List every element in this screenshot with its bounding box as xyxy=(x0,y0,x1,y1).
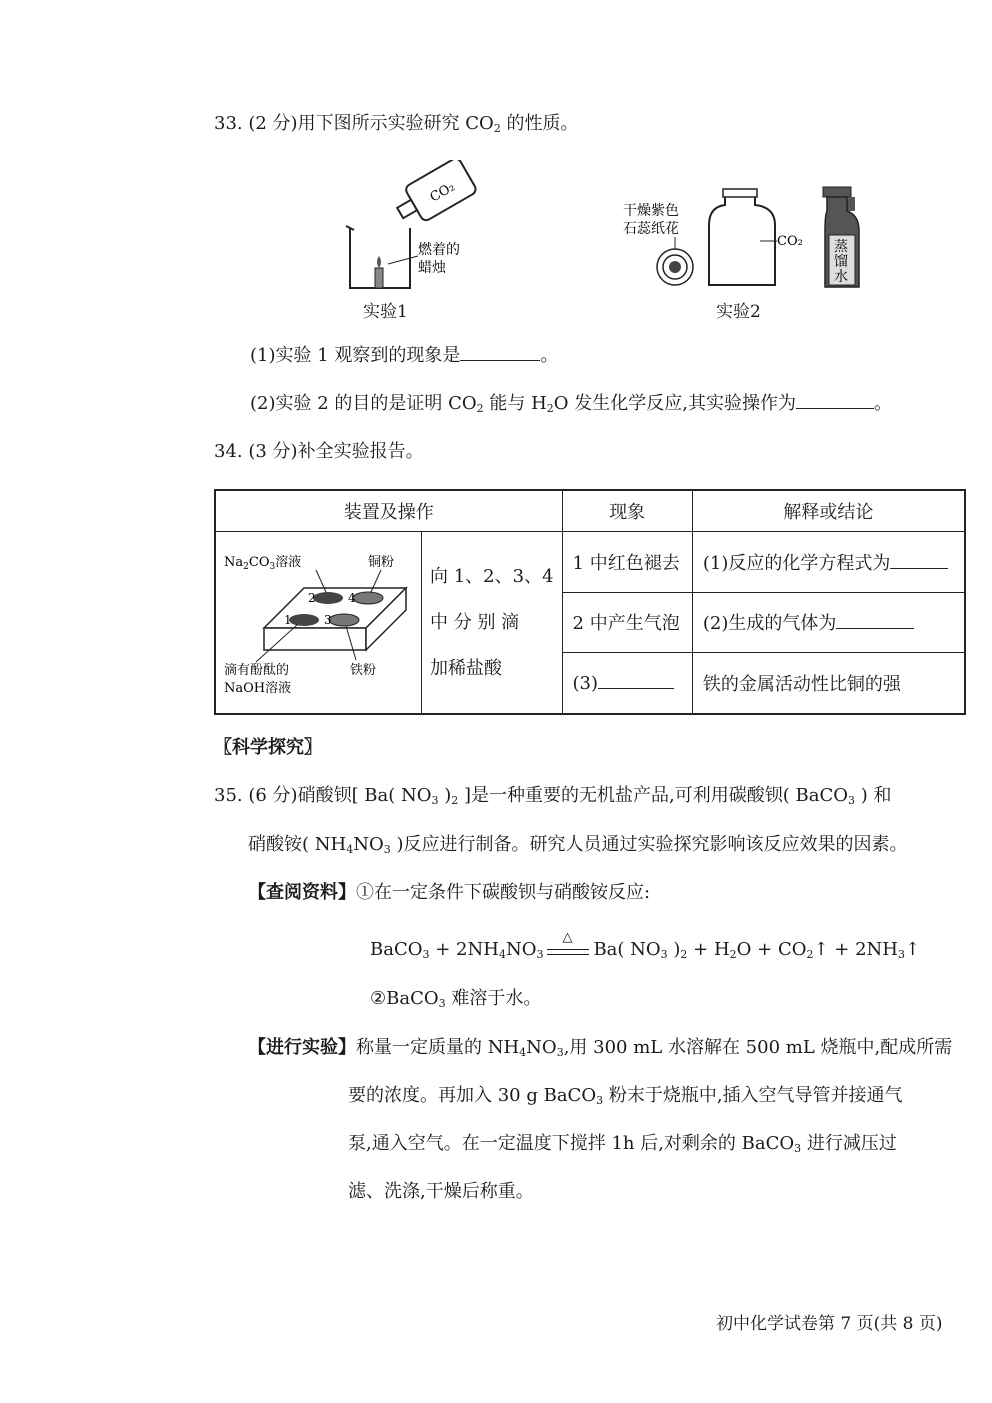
q35-info-2: ②BaCO$_3$ 难溶于水。 xyxy=(370,988,542,1010)
q35-exp-4: 滤、洗涤,干燥后称重。 xyxy=(348,1181,534,1202)
label-copper: 铜粉 xyxy=(368,555,395,570)
well-plate-diagram xyxy=(216,532,421,708)
answer-blank[interactable] xyxy=(836,612,914,629)
exp2-jar-label: CO₂ xyxy=(777,234,803,249)
exp2-flower-label-2: 石蕊纸花 xyxy=(623,221,679,237)
answer-blank[interactable] xyxy=(796,392,874,409)
spray-label-1: 馏 xyxy=(834,254,848,270)
q35-exp-3: 泵,通入空气。在一定温度下搅拌 1h 后,对剩余的 BaCO$_3$ 进行减压过 xyxy=(348,1133,897,1155)
row3-conclusion: 铁的金属活动性比铜的强 xyxy=(692,653,965,714)
exp1-bottle-label: CO₂ xyxy=(427,179,458,206)
section-heading: 〖科学探究〗 xyxy=(214,737,322,758)
well-2: 2 xyxy=(308,591,316,605)
page-footer: 初中化学试卷第 7 页(共 8 页) xyxy=(716,1314,943,1334)
q35-line-1: 35. (6 分)硝酸钡[ Ba( $NO_3$ )$_2$ ]是一种重要的无机盐产品,可利用碳酸钡( BaCO$_3$ ) 和 xyxy=(214,785,892,807)
well-1: 1 xyxy=(284,613,292,627)
row3-phenomenon: (3) xyxy=(562,653,692,714)
q33-sub2: (2)实验 2 的目的是证明 $CO_2$ 能与 $H_2O$ 发生化学反应,其实验操作为 。 xyxy=(250,393,892,415)
well-4: 4 xyxy=(348,591,356,605)
experiment-1-figure xyxy=(330,160,490,300)
q33-stem: 33. (2 分)用下图所示实验研究 $CO_2$ 的性质。 xyxy=(214,113,579,135)
exp1-caption: 实验1 xyxy=(363,302,408,322)
spray-bottle-icon xyxy=(823,187,859,287)
answer-blank[interactable] xyxy=(460,344,540,361)
exp2-caption: 实验2 xyxy=(716,302,761,322)
exp1-candle-label-2: 蜡烛 xyxy=(418,260,446,276)
header-conclusion: 解释或结论 xyxy=(692,490,965,532)
spray-label-0: 蒸 xyxy=(834,239,848,255)
well-3: 3 xyxy=(324,613,332,627)
label-naoh-1: 滴有酚酞的 xyxy=(224,663,290,678)
label-naoh-2: NaOH溶液 xyxy=(224,681,292,696)
header-apparatus: 装置及操作 xyxy=(215,490,562,532)
row1-phenomenon: 1 中红色褪去 xyxy=(562,532,692,593)
q35-info-1: 【查阅资料】①在一定条件下碳酸钡与硝酸铵反应: xyxy=(248,882,651,903)
header-phenomenon: 现象 xyxy=(562,490,692,532)
q33-sub1: (1)实验 1 观察到的现象是 。 xyxy=(250,345,559,366)
experiment-report-table xyxy=(214,489,966,715)
answer-blank[interactable] xyxy=(598,672,674,689)
row2-conclusion: (2)生成的气体为 xyxy=(692,592,965,653)
q35-equation: BaCO$_3$ + $2NH_4NO_3$ △ Ba( $NO_3$ )$_2 + H_2O$ + $CO_2↑$ + $2NH_3↑$ xyxy=(370,930,921,961)
q35-exp-2: 要的浓度。再加入 30 g BaCO$_3$ 粉末于烧瓶中,插入空气导管并接通气 xyxy=(348,1085,903,1107)
q34-stem: 34. (3 分)补全实验报告。 xyxy=(214,441,424,462)
experiment-2-figure xyxy=(615,185,870,295)
label-iron: 铁粉 xyxy=(350,663,377,678)
row1-conclusion: (1)反应的化学方程式为 xyxy=(692,532,965,593)
answer-blank[interactable] xyxy=(890,552,948,569)
exp1-candle-label-1: 燃着的 xyxy=(418,242,460,258)
operation-cell: 向 1、2、3、4 中 分 别 滴 加稀盐酸 xyxy=(422,532,563,715)
exp2-flower-label-1: 干燥紫色 xyxy=(623,203,679,219)
row2-phenomenon: 2 中产生气泡 xyxy=(562,592,692,653)
label-na2co3: $Na_2CO_3$溶液 xyxy=(224,555,302,572)
well-plate-diagram-cell xyxy=(215,532,422,715)
spray-label-2: 水 xyxy=(834,269,848,285)
flower-icon xyxy=(657,249,693,285)
q35-line-2: 硝酸铵( $NH_4NO_3$ )反应进行制备。研究人员通过实验探究影响该反应效果的因素。 xyxy=(248,834,908,856)
equation-equals-sign: △ xyxy=(547,938,589,962)
q35-exp-1: 【进行实验】称量一定质量的 $NH_4NO_3$,用 300 mL 水溶解在 500 mL 烧瓶中,配成所需 xyxy=(248,1037,953,1059)
